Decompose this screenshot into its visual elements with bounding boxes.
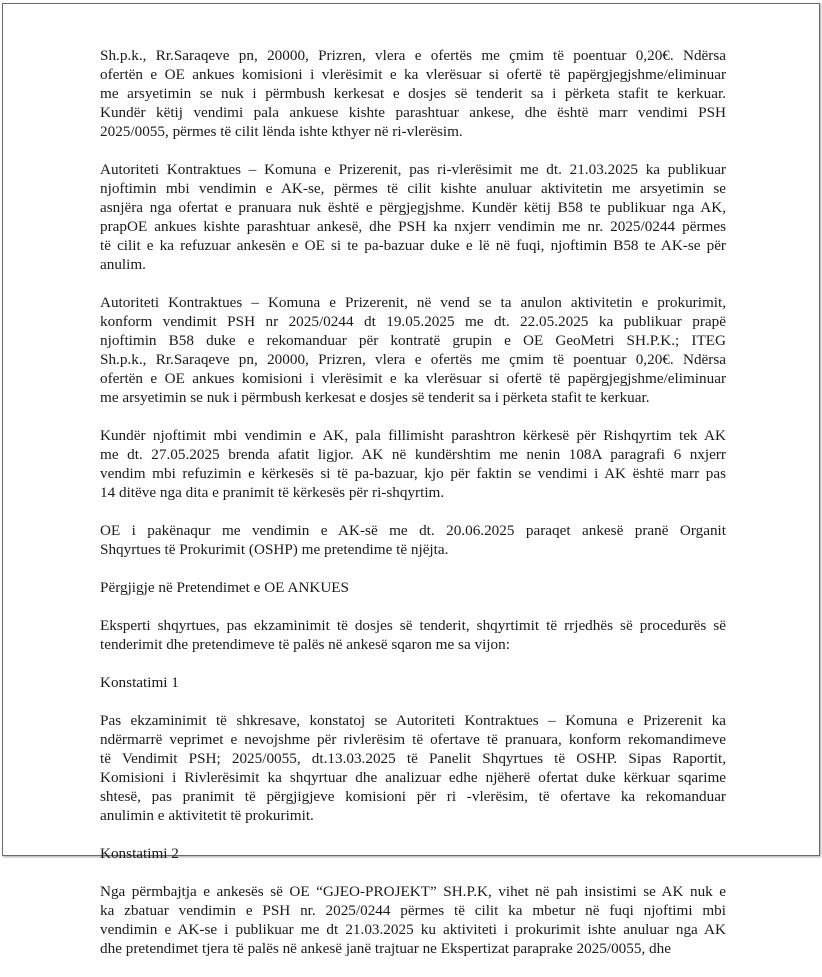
text-line: dhe pretendimet tjera të palës në ankesë janë trajtuar ne Ekspertizat paraprake 2025/0055, dhe bbox=[100, 940, 671, 957]
text-line: Pas ekzaminimit të shkresave, konstatoj se Autoriteti Kontraktues – Komuna e Prizerenit ka bbox=[100, 712, 726, 729]
body-paragraph bbox=[100, 46, 726, 141]
text-line: me arsyetimin se nuk i përmbush kerkesat e dosjes së tenderit sa i përketa stafit te kerkuar. bbox=[100, 85, 726, 102]
section-heading: Përgjigje në Pretendimet e OE ANKUES bbox=[100, 579, 350, 596]
body-paragraph bbox=[100, 293, 726, 407]
text-line: ofertën e OE ankues komisioni i vlerësimit e ka vlerësuar si ofertë të papërgjegjshme/eliminuar bbox=[100, 66, 726, 83]
text-line: Shqyrtues të Prokurimit (OSHP) me pretendime të njëjta. bbox=[100, 541, 449, 558]
text-line: Sh.p.k., Rr.Saraqeve pn, 20000, Prizren, vlera e ofertës me çmim të poentuar 0,20€. Ndërsa bbox=[100, 47, 726, 64]
text-line: Komisioni i Rivlerësimit ka shqyrtuar dhe analizuar edhe njëherë ofertat duke kërkuar sqarime bbox=[100, 769, 726, 786]
text-line: me arsyetimin se nuk i përmbush kerkesat e dosjes së tenderit sa i përketa stafit te kerkuar. bbox=[100, 389, 650, 406]
body-paragraph bbox=[100, 521, 726, 559]
text-line: Nga përmbajtja e ankesës së OE “GJEO-PROJEKT” SH.P.K, vihet në pah insistimi se AK nuk e bbox=[100, 883, 726, 900]
text-line: 2025/0055, përmes të cilit lënda ishte kthyer në ri-vlerësim. bbox=[100, 123, 463, 140]
text-line: Kundër njoftimit mbi vendimin e AK, pala fillimisht parashtron kërkesë për Rishqyrtim tek AK bbox=[100, 427, 726, 444]
text-line: Sh.p.k., Rr.Saraqeve pn, 20000, Prizren, vlera e ofertës me çmim të poentuar 0,20€. Ndërsa bbox=[100, 351, 726, 368]
text-line: me dt. 27.05.2025 brenda afatit ligjor. AK në kundërshtim me nenin 108A paragrafi 6 nxjerr bbox=[100, 446, 726, 463]
body-paragraph bbox=[100, 711, 726, 825]
section-heading: Konstatimi 1 bbox=[100, 674, 179, 691]
text-line: Eksperti shqyrtues, pas ekzaminimit të dosjes së tenderit, shqyrtimit të rrjedhës së procedurës së bbox=[100, 617, 726, 634]
body-paragraph bbox=[100, 616, 726, 654]
text-line: vendimin e AK-se i publikuar me dt 21.03.2025 ku aktiviteti i prokurimit ishte anuluar nga AK bbox=[100, 921, 726, 938]
body-paragraph bbox=[100, 882, 726, 958]
body-paragraph bbox=[100, 160, 726, 274]
document-body bbox=[100, 46, 726, 977]
body-paragraph bbox=[100, 426, 726, 502]
text-line: njoftimin B58 duke e rekomanduar për kontratë grupin e OE GeoMetri SH.P.K.; ITEG bbox=[100, 332, 726, 349]
text-line: 14 ditëve nga dita e pranimit të kërkesës për ri-shqyrtim. bbox=[100, 484, 445, 501]
text-line: ndërmarrë veprimet e nevojshme për rivlerësim të ofertave të pranuara, konform rekomandimeve bbox=[100, 731, 726, 748]
section-heading: Konstatimi 2 bbox=[100, 845, 179, 862]
text-line: ofertën e OE ankues komisioni i vlerësimit e ka vlerësuar si ofertë të papërgjegjshme/eliminuar bbox=[100, 370, 726, 387]
text-line: anulimin e aktivitetit të prokurimit. bbox=[100, 807, 314, 824]
text-line: asnjëra nga ofertat e pranuara nuk është e përgjegjshme. Kundër këtij B58 te publikuar nga AK, bbox=[100, 199, 726, 216]
text-line: të Vendimit PSH; 2025/0055, dt.13.03.2025 të Panelit Shqyrtues të OSHP. Sipas Raportit, bbox=[100, 750, 726, 767]
text-line: konform vendimit PSH nr 2025/0244 dt 19.05.2025 me dt. 22.05.2025 ka publikuar prapë bbox=[100, 313, 726, 330]
text-line: Kundër këtij vendimi pala ankuese kishte parashtuar ankese, dhe është marr vendimi PSH bbox=[100, 104, 726, 121]
text-line: prapOE ankues kishte parashtuar ankesë, dhe PSH ka nxjerr vendimin me nr. 2025/0244 përmes bbox=[100, 218, 726, 235]
text-line: tenderimit dhe pretendimeve të palës në ankesë sqaron me sa vijon: bbox=[100, 636, 510, 653]
text-line: Autoriteti Kontraktues – Komuna e Prizerenit, pas ri-vlerësimit me dt. 21.03.2025 ka publikuar bbox=[100, 161, 726, 178]
document-page bbox=[2, 3, 820, 957]
text-line: të cilit e ka refuzuar ankesën e OE si te pa-bazuar duke e lë në fuqi, njoftimin B58 te AK-se për bbox=[100, 237, 726, 254]
text-line: njoftimin mbi vendimin e AK-se, përmes të cilit kishte anuluar aktivitetin me arsyetimin se bbox=[100, 180, 726, 197]
text-line: ka zbatuar vendimin e PSH nr. 2025/0244 përmes të cilit ka mbetur në fuqi njoftimi mbi bbox=[100, 902, 726, 919]
text-line: vendim mbi refuzimin e kërkesës si të pa-bazuar, kjo për faktin se vendimi i AK është marr pas bbox=[100, 465, 726, 482]
text-line: OE i pakënaqur me vendimin e AK-së me dt. 20.06.2025 paraqet ankesë pranë Organit bbox=[100, 522, 726, 539]
text-line: anulim. bbox=[100, 256, 146, 273]
text-line: Autoriteti Kontraktues – Komuna e Prizerenit, në vend se ta anulon aktivitetin e prokurimit, bbox=[100, 294, 726, 311]
text-line: shtesë, pas pranimit të përgjigjeve komisioni për ri -vlerësim, të ofertave ka rekomanduar bbox=[100, 788, 726, 805]
